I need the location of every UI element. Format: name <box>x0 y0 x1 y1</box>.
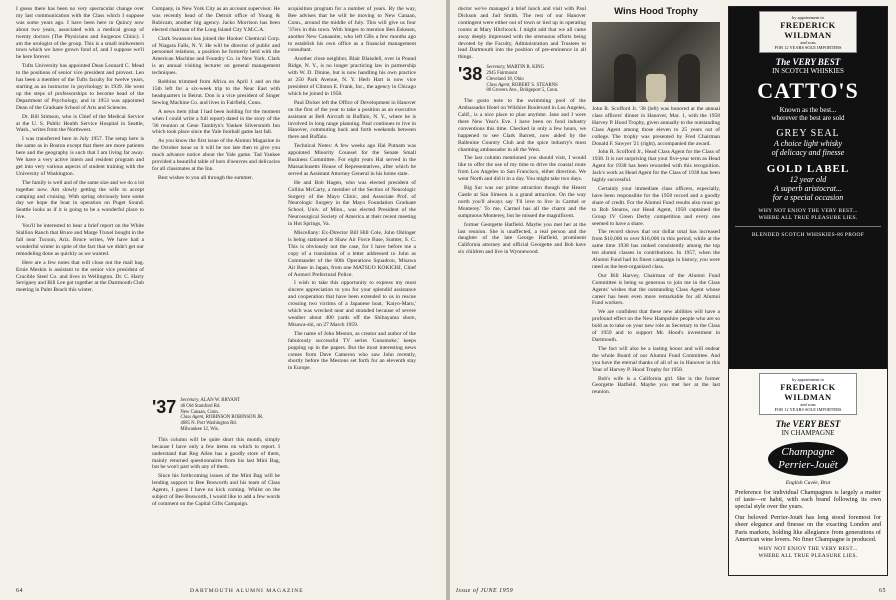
paragraph: Best wishes to you all through the summer. <box>158 174 254 181</box>
right-page <box>450 0 896 600</box>
class-year: '38 <box>458 64 483 85</box>
paragraph: Company, in New York City as an account supervisor. He was recently head of the Detroit office of Young & Rubicam, another big agency. Jacko Morrison has been elected chairman of the Long Island City Y.M.C.A. <box>152 6 280 33</box>
champagne-ad <box>729 369 887 563</box>
paragraph: acquisition program for a number of years. By the way, Bee advises that he will be moving to New Canaan, Conn., around the middle of July. This will give us four '37ers in this town. With hinges to mention Ben Eskesen, another New Canaanite, who left GBs a few months ago to establish his own office as a financial management consultant. <box>288 6 416 54</box>
paragraph: Big Sur was our prime attraction though the Hearst Castle at San Simeon is a grand attraction. On the way north you'll always say 'I'll love to live in Carmel or Monterey.' To me, Carmel has all the charm and the sumptuous Monterey, but he missed the magnificent. <box>458 185 586 219</box>
paragraph: I wish to take this opportunity to express my most sincere appreciation to you for your splendid assistance and cooperation that have been extended to us in rescue crossing two victims of a Japanese boat, 'Kaiyo-Maru,' which was wrecked near and stranded because of severe weather about 400 yards off the Shibayama shore, Misawa-shi, on 27 March 1959. <box>288 280 416 328</box>
cuvee-label: English Cuvée, Brut <box>785 479 831 486</box>
paragraph: The gusto note to the swimming pool of the Ambassador Hotel on Wilshire Boulevard in Los Angeles, Calif., is a nice place to plan anytime. Jane and I were there New Year's Eve. I have been on food industry conventions this time. Checked in only a few hours, we happened to see Clark Barrett, now aided by the Ballenine Country Club and the spice industry's most charming ambassador in all the West. <box>458 98 586 153</box>
slogan: WHERE ALL TRUE PLEASURE LIES. <box>758 553 858 560</box>
paragraph: Tufts University has appointed Dean Leonard C. Mead to the positions of senior vice president and provost. Len has been a member of the Tufts faculty for twelve years, starting as an instructor in psychology in 1939. He went up the steps of professorships to become head of the Department of Psychology, and in 1953 was appointed Dean of the Graduate School of Arts and Sciences. <box>16 63 144 111</box>
class-38-header <box>458 65 586 94</box>
photo-caption: John R. Scofford Jr. '38 (left) was honored at the annual class officers' dinner in Hanover, Mar. 1, with the 1958 Harvey P. Hood Trophy, given annually to the outstanding Class Agent among those eleven to 25 years out of college. The trophy was presented by Fred Chairman Donald F. Sawyer '21 (right), accompanied the award. <box>592 106 720 147</box>
class-37-header <box>152 398 280 433</box>
product-category: IN CHAMPAGNE <box>781 429 835 437</box>
paragraph: Robbins trimmed from Africa on April 1 and on the 15th left for a six-week trip to the Near East with headquarters in Beirut. Don is a vice president of Singer Sewing Machine Co. and lives in Fairfield, Conn. <box>152 79 280 106</box>
paragraph: The last column mentioned you should visit, I would like to offer the use of my time to drive the coastal route from Los Angeles to San Francisco, either direction. We went North and did it in a day. You might take two days. <box>458 155 586 183</box>
photo-headline: Wins Hood Trophy <box>614 6 698 17</box>
champagne-logo: Champagne Perrier-Jouët <box>768 442 848 476</box>
tagline: wherever the best are sold <box>771 114 845 122</box>
page-number-left: 64 <box>16 588 23 594</box>
slogan: WHY NOT ENJOY THE VERY BEST... <box>758 546 858 553</box>
product-desc: A superb aristocrat... <box>773 183 843 193</box>
left-column-1 <box>16 6 144 576</box>
paragraph: I guess there has been no very spectacular change over my last communication with the Class which I suppose was some years ago. I have been here in Quincy now about two years, associated with a medical group of twenty doctors (The Physicians and Surgeons Clinic). I am the urologist of the group. This is a small midwestern town which we have grown fond of, and I suppose we'll be here forever. <box>16 6 144 61</box>
product-desc: of delicacy and finesse <box>771 147 845 157</box>
wildman-label: by appointment to FREDERICK WILDMAN and sons FOR 12 YEARS SOLE IMPORTERS <box>759 373 857 415</box>
paragraph: Paul Dicker left the Office of Development in Hanover on the first of the year to take a position as an executive assistant at Bell Aircraft in Buffalo, N. Y., where he is involved in long range planning. Paul continues to live in Hanover, commuting back and forth weekends between there and Buffalo. <box>288 99 416 141</box>
left-page <box>0 0 446 600</box>
paragraph: former Georgette Hatfield. Maybe you met her at the last reunion. She is unaffected, a real person and the daughter of the late George Hatfield, prominent California attorney and official Georgette and Bob have six children and live in Wynnewood. <box>458 221 586 256</box>
class-secretary-block: Secretary, ALAN W. BRYANT 46 Old Stamford Rd. New Canaan, Conn. Class Agent, ROBINSON ROBINSON JR. 4685 N. Port Washington Rd. Milwaukee 12, Wis. <box>180 398 264 432</box>
paragraph: The family is well and of the same size and we do a lot together now. Am slowly getting the wife to accept camping and cruising. With spring obviously here some day we hope the boat in operation on Puget Sound. Seattle looks as if it is going to be a wonderful place to live. <box>16 179 144 221</box>
ad-copy: Our beloved Perrier-Jouët has long stood foremost for sheer elegance and finesse on the exacting London and Paris markets, holding like allegiance from generations of American wine lovers. No finer Champagne is produced. <box>735 513 881 543</box>
product-gold-label: GOLD LABEL <box>766 162 850 175</box>
paragraph: Bob's wife is a California girl. She is the former Georgette Hatfield. Maybe you met her at the last reunion. <box>592 375 720 396</box>
paragraph: You'll be interested to hear a brief report on the White Stallion Ranch that Bruce and Marge Truxel bought in the fall near Tucson, Ariz. Bruce writes, We have had a wonderful winter in spite of the fact that we didn't get our remodeling done as quickly as we wanted. <box>16 223 144 257</box>
paragraph: Technical Notes: A few weeks ago Hal Putnam was appointed Minority Counsel for the Senate Small Business Committee. For eight years Hal served in the Massachusetts House of Representatives, after which he served as Assistant Attorney General in his home state. <box>288 143 416 177</box>
paragraph: As you know the first issue of the Alumni Magazine in the October issue so it will be too late then to give you much advance notice about the Yale game. Tad Yankee provided a beautiful table of hors d'oeuvres and delicacies for all classmates at the Inn. <box>152 138 280 172</box>
ad-copy: Preference for individual Champagnes is largely a matter of taste—or habit, with each brand following its own special style over the years. <box>735 488 881 511</box>
paragraph: Miscellany: Ex-Director Bill Hill Cole, John Ohlinger is being stationed at Shaw Air Force Base, Sumter, S. C. This is obviously not the case, for I have before me a copy of a translation of a letter addressed to John as Commander of the 60th Operations Squadron, Misawa Air Base in Japan, from one MATSUO KOKICHI, Chief of Aomori Prefectural Police. <box>288 230 416 278</box>
paragraph: This column will be quite short this month, simply because I have only a few items on which to report. I understand that Reg Allen has a goodly store of them, mainly returned questionnaires from his last Mini Bag, but he won't part with any of them. <box>152 436 280 471</box>
product-grey-seal: GREY SEAL <box>776 127 840 139</box>
paragraph: Our Bill Harvey, Chairman of the Alumni Fund Committee is being so generous to join me in the Class Agents' wishes that the outstanding Class Agent whose career has been even more remarkable for all Alumni Fund workers. <box>592 272 720 307</box>
paragraph: The name of John Meston, as creator and author of the fabulously successful TV series 'Gunsmoke,' keeps popping up in the papers. But the most interesting news comes from Dave Cameron who saw John recently, shortly before the Mestons set forth for an eleventh stay in Europe. <box>288 330 416 372</box>
left-column-2 <box>152 6 280 576</box>
slogan: WHERE ALL TRUE PLEASURE LIES. <box>758 214 858 221</box>
issue-date: Issue of JUNE 1959 <box>456 588 514 594</box>
catto-ad <box>729 7 887 369</box>
page-number-right: 65 <box>879 588 886 594</box>
paragraph: Since his forthcoming issues of the Mini Bag will be lending support to Bee Bosworth and his team of Class Agents, I guess I have no kick coming. Whilst on the subject of Bee Bosworth, I would like to add a few words of comment on the Capital Gifts Campaign. <box>152 473 280 507</box>
proof-note: BLENDED SCOTCH WHISKIES-86 PROOF <box>751 231 865 238</box>
wildman-advertisement <box>728 6 888 576</box>
wildman-label: by appointment to FREDERICK WILDMAN and sons FOR 12 YEARS SOLE IMPORTERS <box>759 11 857 53</box>
product-desc: A choice light whisky <box>773 138 843 148</box>
trophy-photo <box>592 22 720 102</box>
paragraph: Another close neighbor, Blair Blaisdell, over in Pound Ridge, N. Y., is no longer practicing law in partnership with W. D. Dinine, but is now handling his own practice at 250 Park Avenue, N. Y. Herb Hart is now vice president of Clinton E. Frank, Inc., the agency in Chicago which he joined in 1958. <box>288 56 416 97</box>
right-column-2 <box>592 6 720 576</box>
magazine-title-footer: DARTMOUTH ALUMNI MAGAZINE <box>190 588 304 594</box>
brand-name: CATTO'S <box>757 77 859 103</box>
product-desc: for a special occasion <box>772 192 844 202</box>
paragraph: The record shows that our dollar total has increased from $10,000 to over $16,000 in this period, while at the same time 1938 has ranked consistently among the top ten alumni classes in contributions. In 1957, when the Alumni Fund had its finest campaign in history, you were rated as the best-organized class. <box>592 229 720 270</box>
paragraph: He and Bob Hagen, who was elected president of Collins McCarty, a member of the Section of Neurologic Surgery of the Mayo Clinic, and Associate Prof. of Neurologic Surgery in the Mayo Foundation Graduate School, Univ. of Minn., was elected President of the Neurosurgical Society of America at their recent meeting in Hot Springs, Va. <box>288 179 416 228</box>
paragraph: doctor we've managed a brief lunch and visit with Paul Dickson and Jud Smith. The rest of our Hanover contingent were either out of town or tied up in operating rooms at Mary Hitchcock. I might add that we all came away deeply impressed with the strenuous efforts being devoted by the Faculty, Administration and Trustees to lead Dartmouth into the position of pre-eminence in all things. <box>458 6 586 61</box>
class-year: '37 <box>152 397 177 417</box>
left-column-3 <box>288 6 416 576</box>
paragraph: Clark Swanson has joined the Hooker Chemical Corp. of Niagara Falls, N. Y. He will be director of public and personnel relations, a position he formerly held with the American Machine and Foundry Co. in New York. Clark is an annual visiting lecturer on general management techniques. <box>152 35 280 77</box>
paragraph: Certainly your immediate class officers, especially, have been responsible for the 1958 record and a goodly share of credit. For the Alumni Fund results also must go to Bob Stearns, our Head Agent, 1958 captained the Group IV Green Derby competition and every one seemed to have a share. <box>592 185 720 227</box>
tagline: Known as the best... <box>779 105 837 114</box>
very-best: The VERY BEST <box>775 419 841 429</box>
product-age: 12 year old <box>789 174 827 184</box>
paragraph: I was transferred here in July 1957. The setup here is the same as in Boston except that there are more patients here and the geography is such that I am living far away. We have a very active intern and resident program and get into very various aspects of student training with the University of Washington. <box>16 136 144 177</box>
slogan: WHY NOT ENJOY THE VERY BEST... <box>758 207 858 214</box>
class-secretary-block: Secretary, MARTIN R. KING 2945 Fairmount Cleveland 18, Ohio Class Agent, ROBERT S. STEARNS 86 Grovers Ave., Bridgeport 5, Conn. <box>486 65 559 94</box>
very-best: The VERY BEST <box>775 57 841 67</box>
paragraph: We are confident that these new abilities will have a profound effect on the New Hampshire people who are so bold as to take on your new role as Secretary to the Class of 1959 and to support Mr. Hood's investment in Dartmouth. <box>592 309 720 343</box>
right-column-1 <box>458 6 586 576</box>
paragraph: The fact will also be a lasting honor and will endear the whole Board of our Alumni Fund Committee. And you have the eternal thanks of all of us in Hanover in this Year of Harvey P. Hood Trophy for 1958. <box>592 345 720 373</box>
product-category: IN SCOTCH WHISKIES <box>772 67 844 75</box>
paragraph: A news item (that I had been holding for the moment when I could write a full report) dated in the story of the '36 reunion at Gene Tamblyn's Yankee Silversmith Inn which took place since the Yale football game last fall. <box>152 108 280 136</box>
paragraph: John R. Scofford Jr., Head Class Agent for the Class of 1938. It is not surprising that your five-year term as Head Agent for 1938 has been rewarded with this recognition. Jack's work as Head Agent for the Class of 1938 has been highly successful. <box>592 149 720 184</box>
paragraph: Here are a few notes that will close out the mail bag. Ernie Meskin is assistant to the senior vice president of Crucible Steel Co. and lives in Wellington. Dr. C. Harry Sevigney and Bill Lee got together at the Dartmouth Club meeting in Palm Beach this winter. <box>16 259 144 294</box>
paragraph: Dr. Bill Stimson, who is Chief of the Medical Service at the U. S. Public Health Service Hospital in Seattle, Wash., writes from the Northwest. <box>16 113 144 134</box>
